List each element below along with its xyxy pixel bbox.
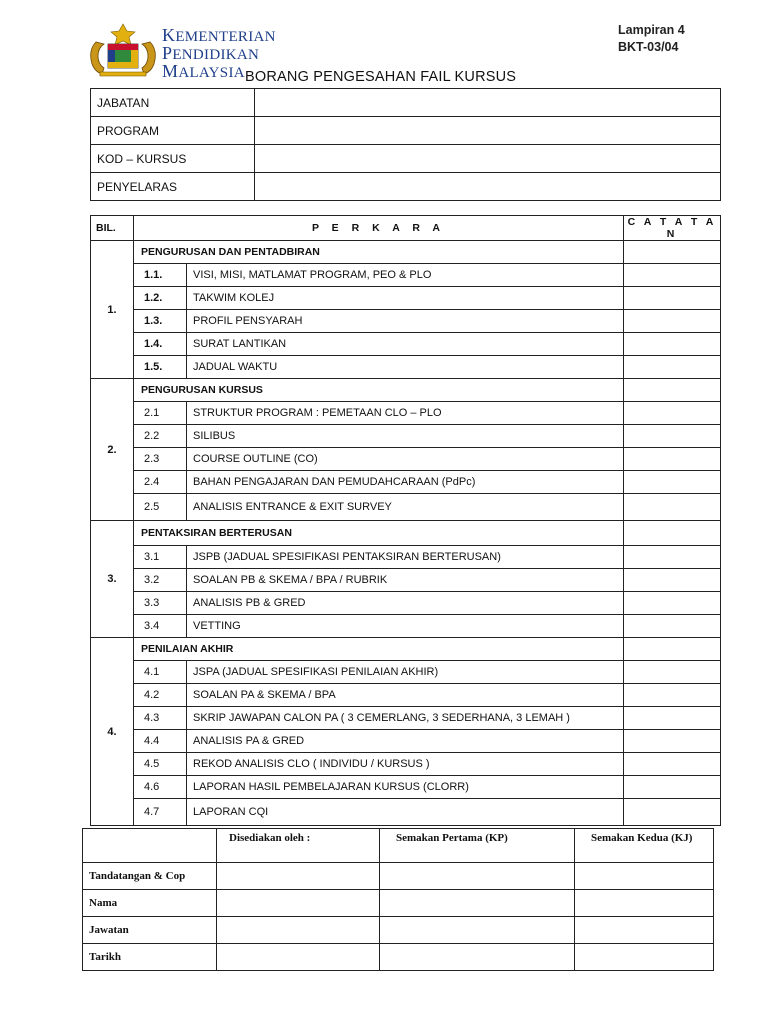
section-title: PENGURUSAN KURSUS bbox=[134, 379, 624, 402]
checklist-table bbox=[90, 215, 721, 826]
signature-cell[interactable] bbox=[380, 863, 575, 890]
item-number: 2.2 bbox=[134, 425, 187, 448]
table-row bbox=[91, 402, 721, 425]
item-text: BAHAN PENGAJARAN DAN PEMUDAHCARAAN (PdPc) bbox=[187, 471, 624, 494]
item-number: 3.2 bbox=[134, 569, 187, 592]
signature-row bbox=[83, 944, 714, 971]
item-number: 4.5 bbox=[134, 753, 187, 776]
item-text: LAPORAN CQI bbox=[187, 799, 624, 826]
item-text: LAPORAN HASIL PEMBELAJARAN KURSUS (CLORR) bbox=[187, 776, 624, 799]
catatan-cell[interactable] bbox=[624, 264, 721, 287]
table-row bbox=[91, 661, 721, 684]
item-number: 3.3 bbox=[134, 592, 187, 615]
table-row bbox=[91, 494, 721, 521]
table-row bbox=[91, 264, 721, 287]
info-value-cell[interactable] bbox=[255, 117, 721, 145]
table-row bbox=[91, 615, 721, 638]
signature-row bbox=[83, 863, 714, 890]
item-number: 4.4 bbox=[134, 730, 187, 753]
item-number: 2.5 bbox=[134, 494, 187, 521]
catatan-cell[interactable] bbox=[624, 569, 721, 592]
catatan-cell[interactable] bbox=[624, 310, 721, 333]
signature-cell[interactable] bbox=[217, 944, 380, 971]
catatan-cell[interactable] bbox=[624, 546, 721, 569]
info-row bbox=[91, 145, 721, 173]
item-number: 3.4 bbox=[134, 615, 187, 638]
table-row bbox=[91, 448, 721, 471]
item-number: 1.5. bbox=[134, 356, 187, 379]
info-row bbox=[91, 89, 721, 117]
item-text: ANALISIS PB & GRED bbox=[187, 592, 624, 615]
table-row bbox=[91, 425, 721, 448]
table-row bbox=[91, 684, 721, 707]
item-text: TAKWIM KOLEJ bbox=[187, 287, 624, 310]
coat-of-arms-logo bbox=[86, 22, 160, 80]
catatan-cell[interactable] bbox=[624, 730, 721, 753]
item-text: COURSE OUTLINE (CO) bbox=[187, 448, 624, 471]
col-perkara-header: P E R K A R A bbox=[134, 216, 624, 241]
table-row bbox=[91, 287, 721, 310]
col-semakan-pertama-header: Semakan Pertama (KP) bbox=[380, 829, 575, 863]
item-text: JADUAL WAKTU bbox=[187, 356, 624, 379]
signature-row-label: Jawatan bbox=[83, 917, 217, 944]
catatan-cell[interactable] bbox=[624, 287, 721, 310]
item-text: SOALAN PB & SKEMA / BPA / RUBRIK bbox=[187, 569, 624, 592]
table-row bbox=[91, 569, 721, 592]
table-row bbox=[91, 310, 721, 333]
signature-cell[interactable] bbox=[380, 890, 575, 917]
section-title-row bbox=[91, 379, 721, 402]
table-row bbox=[91, 776, 721, 799]
table-row bbox=[91, 753, 721, 776]
section-title: PENGURUSAN DAN PENTADBIRAN bbox=[134, 241, 624, 264]
signature-cell[interactable] bbox=[380, 917, 575, 944]
section-number: 3. bbox=[91, 521, 134, 638]
section-number: 1. bbox=[91, 241, 134, 379]
item-text: REKOD ANALISIS CLO ( INDIVIDU / KURSUS ) bbox=[187, 753, 624, 776]
info-value-cell[interactable] bbox=[255, 89, 721, 117]
info-label: PROGRAM bbox=[91, 117, 255, 145]
signature-table bbox=[82, 828, 714, 971]
info-label: KOD – KURSUS bbox=[91, 145, 255, 173]
item-text: ANALISIS ENTRANCE & EXIT SURVEY bbox=[187, 494, 624, 521]
ministry-line-1: KEMENTERIAN bbox=[162, 25, 276, 45]
section-title-row bbox=[91, 638, 721, 661]
signature-cell[interactable] bbox=[575, 890, 714, 917]
catatan-cell[interactable] bbox=[624, 521, 721, 546]
col-disediakan-header: Disediakan oleh : bbox=[217, 829, 380, 863]
signature-row bbox=[83, 890, 714, 917]
section-number: 2. bbox=[91, 379, 134, 521]
item-text: VISI, MISI, MATLAMAT PROGRAM, PEO & PLO bbox=[187, 264, 624, 287]
catatan-cell[interactable] bbox=[624, 684, 721, 707]
section-title-row bbox=[91, 241, 721, 264]
table-row bbox=[91, 730, 721, 753]
signature-corner-cell bbox=[83, 829, 217, 863]
signature-cell[interactable] bbox=[575, 917, 714, 944]
info-row bbox=[91, 117, 721, 145]
course-info-table bbox=[90, 88, 721, 201]
item-number: 1.3. bbox=[134, 310, 187, 333]
col-catatan-header: C A T A T A N bbox=[624, 216, 721, 241]
item-text: PROFIL PENSYARAH bbox=[187, 310, 624, 333]
catatan-cell[interactable] bbox=[624, 448, 721, 471]
table-row bbox=[91, 546, 721, 569]
section-title: PENTAKSIRAN BERTERUSAN bbox=[134, 521, 624, 546]
item-text: STRUKTUR PROGRAM : PEMETAAN CLO – PLO bbox=[187, 402, 624, 425]
catatan-cell[interactable] bbox=[624, 494, 721, 521]
section-title: PENILAIAN AKHIR bbox=[134, 638, 624, 661]
item-number: 2.4 bbox=[134, 471, 187, 494]
item-number: 1.4. bbox=[134, 333, 187, 356]
checklist-header-row bbox=[91, 216, 721, 241]
section-title-row bbox=[91, 521, 721, 546]
item-text: SILIBUS bbox=[187, 425, 624, 448]
catatan-cell[interactable] bbox=[624, 379, 721, 402]
item-text: ANALISIS PA & GRED bbox=[187, 730, 624, 753]
catatan-cell[interactable] bbox=[624, 638, 721, 661]
catatan-cell[interactable] bbox=[624, 776, 721, 799]
item-text: SURAT LANTIKAN bbox=[187, 333, 624, 356]
col-semakan-kedua-header: Semakan Kedua (KJ) bbox=[575, 829, 714, 863]
info-value-cell[interactable] bbox=[255, 173, 721, 201]
catatan-cell[interactable] bbox=[624, 661, 721, 684]
signature-cell[interactable] bbox=[380, 944, 575, 971]
catatan-cell[interactable] bbox=[624, 402, 721, 425]
item-number: 4.3 bbox=[134, 707, 187, 730]
signature-cell[interactable] bbox=[217, 890, 380, 917]
catatan-cell[interactable] bbox=[624, 615, 721, 638]
item-number: 1.1. bbox=[134, 264, 187, 287]
table-row bbox=[91, 799, 721, 826]
item-number: 2.1 bbox=[134, 402, 187, 425]
item-text: JSPA (JADUAL SPESIFIKASI PENILAIAN AKHIR) bbox=[187, 661, 624, 684]
info-row bbox=[91, 173, 721, 201]
document-reference bbox=[618, 22, 685, 56]
item-number: 1.2. bbox=[134, 287, 187, 310]
lampiran-label: Lampiran 4 bbox=[618, 23, 685, 37]
signature-header-row bbox=[83, 829, 714, 863]
signature-cell[interactable] bbox=[575, 863, 714, 890]
catatan-cell[interactable] bbox=[624, 356, 721, 379]
signature-cell[interactable] bbox=[217, 863, 380, 890]
catatan-cell[interactable] bbox=[624, 753, 721, 776]
document-code: BKT-03/04 bbox=[618, 40, 679, 54]
item-text: SKRIP JAWAPAN CALON PA ( 3 CEMERLANG, 3 SEDERHANA, 3 LEMAH ) bbox=[187, 707, 624, 730]
catatan-cell[interactable] bbox=[624, 425, 721, 448]
signature-row-label: Tandatangan & Cop bbox=[83, 863, 217, 890]
info-label: PENYELARAS bbox=[91, 173, 255, 201]
table-row bbox=[91, 707, 721, 730]
catatan-cell[interactable] bbox=[624, 592, 721, 615]
form-title: BORANG PENGESAHAN FAIL KURSUS bbox=[245, 69, 517, 85]
item-number: 2.3 bbox=[134, 448, 187, 471]
item-number: 3.1 bbox=[134, 546, 187, 569]
signature-cell[interactable] bbox=[217, 917, 380, 944]
catatan-cell[interactable] bbox=[624, 333, 721, 356]
item-number: 4.1 bbox=[134, 661, 187, 684]
catatan-cell[interactable] bbox=[624, 707, 721, 730]
signature-cell[interactable] bbox=[575, 944, 714, 971]
section-number: 4. bbox=[91, 638, 134, 826]
info-value-cell[interactable] bbox=[255, 145, 721, 173]
table-row bbox=[91, 333, 721, 356]
table-row bbox=[91, 592, 721, 615]
catatan-cell[interactable] bbox=[624, 241, 721, 264]
catatan-cell[interactable] bbox=[624, 471, 721, 494]
item-text: SOALAN PA & SKEMA / BPA bbox=[187, 684, 624, 707]
item-number: 4.6 bbox=[134, 776, 187, 799]
table-row bbox=[91, 356, 721, 379]
signature-row-label: Nama bbox=[83, 890, 217, 917]
item-text: JSPB (JADUAL SPESIFIKASI PENTAKSIRAN BERTERUSAN) bbox=[187, 546, 624, 569]
ministry-line-3: MALAYSIA bbox=[162, 61, 245, 81]
item-number: 4.7 bbox=[134, 799, 187, 826]
signature-row bbox=[83, 917, 714, 944]
item-text: VETTING bbox=[187, 615, 624, 638]
ministry-line-2: PENDIDIKAN bbox=[162, 43, 260, 63]
table-row bbox=[91, 471, 721, 494]
info-label: JABATAN bbox=[91, 89, 255, 117]
catatan-cell[interactable] bbox=[624, 799, 721, 826]
col-bil-header: BIL. bbox=[91, 216, 134, 241]
item-number: 4.2 bbox=[134, 684, 187, 707]
signature-row-label: Tarikh bbox=[83, 944, 217, 971]
